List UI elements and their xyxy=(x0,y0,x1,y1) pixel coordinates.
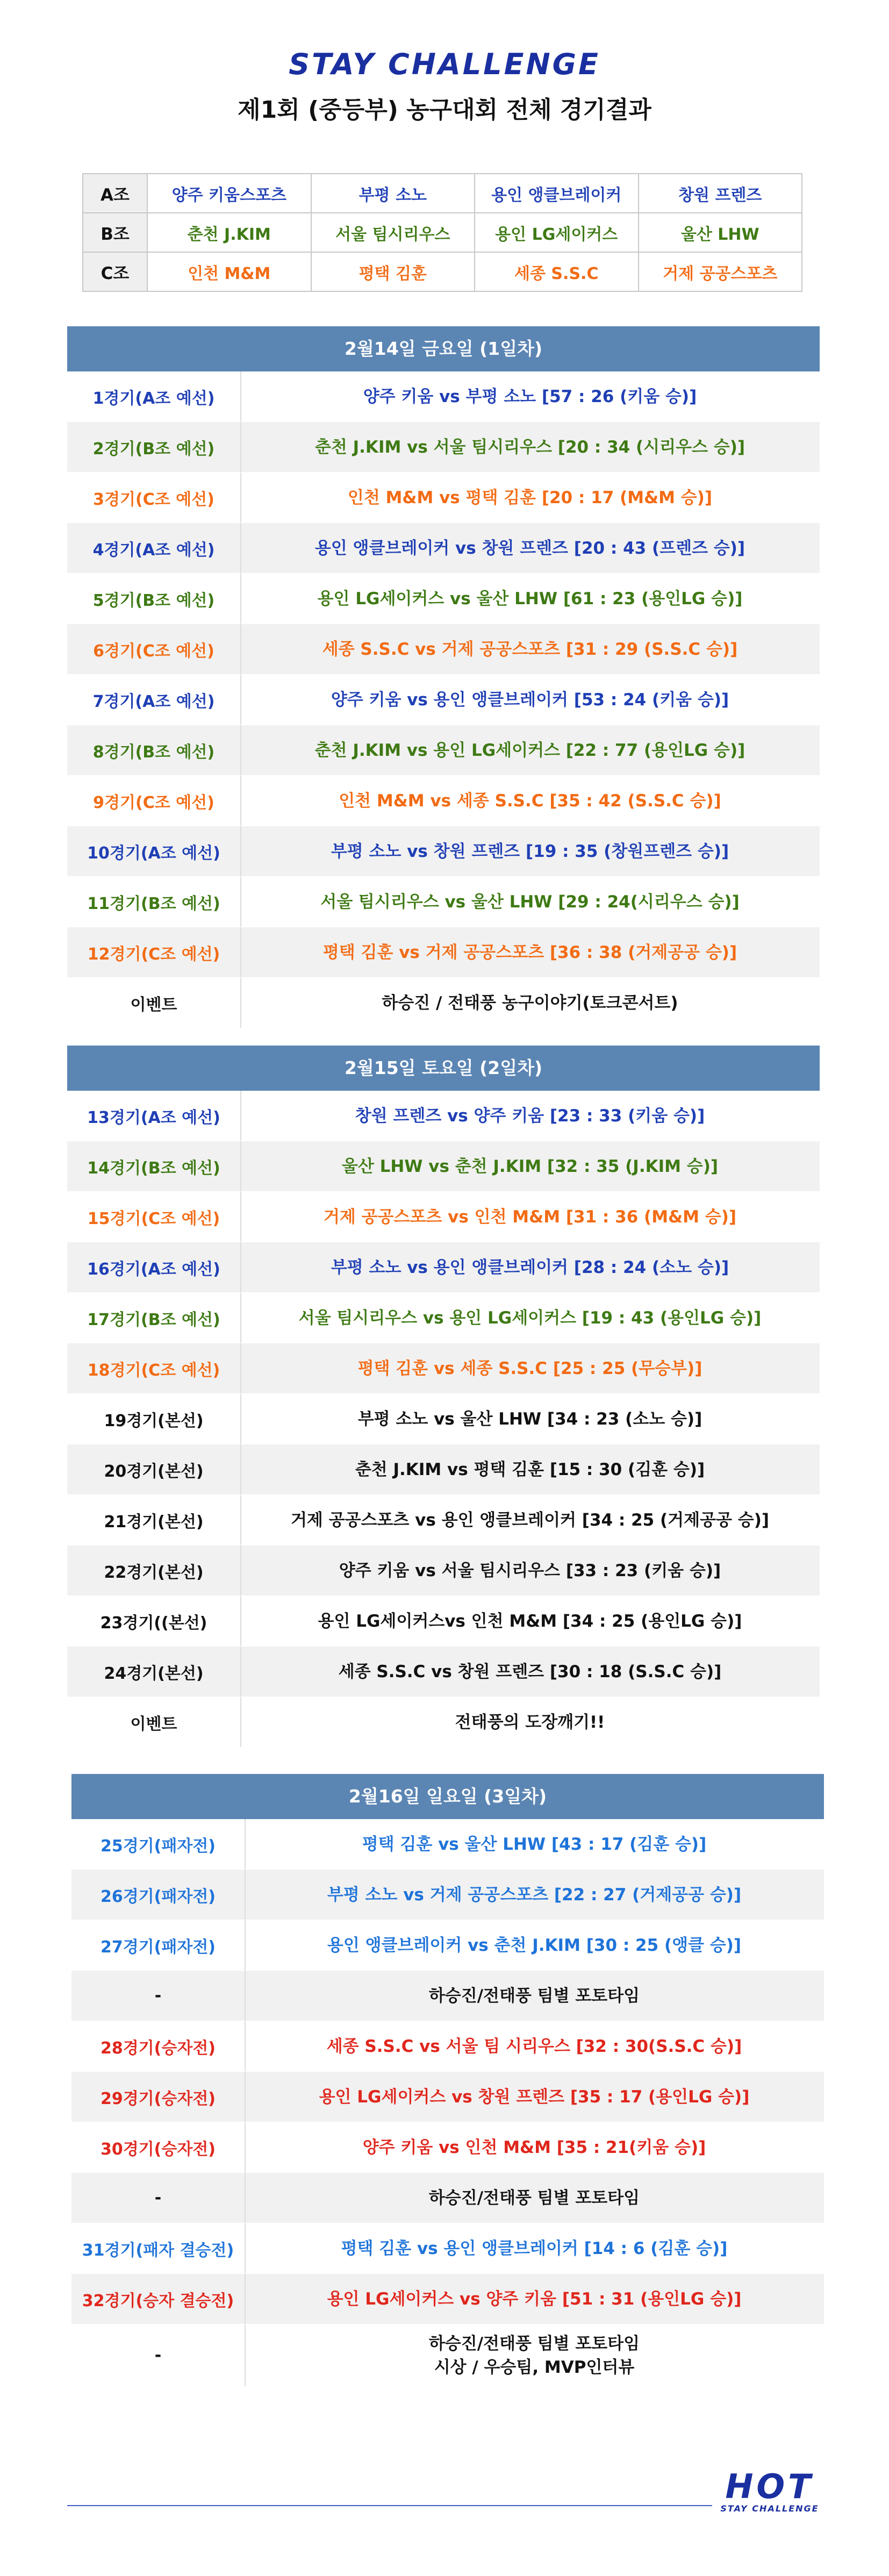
table-row xyxy=(67,1495,820,1545)
game-label: 29경기(승자전) xyxy=(71,2072,246,2122)
game-result-line: 양주 키움 vs 서울 팀시리우스 [33 : 23 (키움 승)] xyxy=(339,1561,721,1580)
footer-logo-main: HOT xyxy=(725,2467,814,2506)
game-result xyxy=(240,574,820,624)
game-result-line: 평택 김훈 vs 울산 LHW [43 : 17 (김훈 승)] xyxy=(362,1834,707,1854)
game-result-line: 거제 공공스포츠 vs 용인 앵클브레이커 [34 : 25 (거제공공 승)] xyxy=(290,1510,770,1530)
table-row xyxy=(71,2122,824,2173)
group-table xyxy=(82,173,802,292)
game-result-line: 용인 LG세이커스vs 인천 M&M [34 : 25 (용인LG 승)] xyxy=(318,1611,742,1631)
table-row xyxy=(71,1819,824,1870)
game-result xyxy=(240,624,820,674)
game-result-line: 양주 키움 vs 부평 소노 [57 : 26 (키움 승)] xyxy=(363,387,697,406)
game-result xyxy=(240,725,820,775)
group-team: 양주 키움스포츠 xyxy=(147,174,311,213)
game-label: 7경기(A조 예선) xyxy=(67,675,241,725)
game-label: - xyxy=(71,1971,246,2021)
game-label: - xyxy=(71,2324,246,2386)
game-label: 6경기(C조 예선) xyxy=(67,624,241,674)
game-label: 11경기(B조 예선) xyxy=(67,877,241,927)
game-result xyxy=(245,1819,824,1869)
table-row xyxy=(67,1141,820,1192)
game-label: 10경기(A조 예선) xyxy=(67,826,241,876)
table-row xyxy=(67,1596,820,1647)
game-result-line: 하승진 / 전태풍 농구이야기(토크콘서트) xyxy=(382,993,678,1013)
game-result-line: 부평 소노 vs 용인 앵클브레이커 [28 : 24 (소노 승)] xyxy=(331,1257,729,1277)
game-label: 4경기(A조 예선) xyxy=(67,523,241,573)
game-label: 21경기(본선) xyxy=(67,1495,241,1545)
day-results xyxy=(67,371,820,1028)
group-row xyxy=(83,252,802,291)
table-row xyxy=(71,1870,824,1920)
game-label: 32경기(승자 결승전) xyxy=(71,2274,246,2324)
group-label: C조 xyxy=(83,252,147,291)
day-results xyxy=(71,1819,824,2387)
game-label: 18경기(C조 예선) xyxy=(67,1343,241,1393)
game-result xyxy=(240,422,820,472)
game-result xyxy=(245,2223,824,2273)
game-result xyxy=(245,2274,824,2324)
game-result xyxy=(240,1293,820,1343)
game-result xyxy=(240,927,820,977)
group-team: 인천 M&M xyxy=(147,252,311,291)
group-team: 용인 LG세이커스 xyxy=(475,213,639,252)
table-row xyxy=(67,1192,820,1242)
game-result-line: 거제 공공스포츠 vs 인천 M&M [31 : 36 (M&M 승)] xyxy=(323,1207,737,1227)
brand-logo: STAY CHALLENGE xyxy=(289,47,600,81)
table-row xyxy=(67,826,820,877)
table-row xyxy=(67,523,820,574)
game-result-line: 세종 S.S.C vs 거제 공공스포츠 [31 : 29 (S.S.C 승)] xyxy=(322,639,738,659)
table-row xyxy=(71,2324,824,2387)
game-result xyxy=(245,2324,824,2386)
game-result xyxy=(245,2173,824,2223)
game-label: 31경기(패자 결승전) xyxy=(71,2223,246,2273)
game-label: 16경기(A조 예선) xyxy=(67,1242,241,1292)
game-label: 8경기(B조 예선) xyxy=(67,725,241,775)
game-label: 19경기(본선) xyxy=(67,1394,241,1444)
game-result xyxy=(245,2021,824,2071)
day-header: 2월15일 토요일 (2일차) xyxy=(67,1046,820,1091)
game-result-line: 세종 S.S.C vs 서울 팀 시리우스 [32 : 30(S.S.C 승)] xyxy=(326,2036,742,2056)
group-label: A조 xyxy=(83,174,147,213)
day-results xyxy=(67,1091,820,1748)
game-result-line: 양주 키움 vs 인천 M&M [35 : 21(키움 승)] xyxy=(362,2137,706,2157)
table-row xyxy=(67,675,820,725)
game-result-line: 서울 팀시리우스 vs 용인 LG세이커스 [19 : 43 (용인LG 승)] xyxy=(298,1308,762,1328)
game-result-line: 시상 / 우승팀, MVP인터뷰 xyxy=(434,2357,635,2377)
game-result-line: 창원 프렌즈 vs 양주 키움 [23 : 33 (키움 승)] xyxy=(355,1106,705,1126)
table-row xyxy=(67,1293,820,1343)
game-label: 이벤트 xyxy=(67,978,241,1028)
table-row xyxy=(67,978,820,1028)
game-result xyxy=(240,978,820,1028)
table-row xyxy=(67,877,820,927)
table-row xyxy=(71,2021,824,2072)
game-result xyxy=(245,1920,824,1970)
table-row xyxy=(71,1920,824,1971)
game-label: 12경기(C조 예선) xyxy=(67,927,241,977)
game-result-line: 서울 팀시리우스 vs 울산 LHW [29 : 24(시리우스 승)] xyxy=(320,892,740,912)
group-row xyxy=(83,213,802,252)
game-result-line: 부평 소노 vs 거제 공공스포츠 [22 : 27 (거제공공 승)] xyxy=(327,1885,742,1905)
game-result-line: 평택 김훈 vs 거제 공공스포츠 [36 : 38 (거제공공 승)] xyxy=(322,942,737,962)
game-result-line: 하승진/전태풍 팀별 포토타임 xyxy=(428,2188,640,2208)
game-label: 3경기(C조 예선) xyxy=(67,473,241,523)
game-result xyxy=(240,1141,820,1191)
table-row xyxy=(67,1444,820,1495)
game-label: 26경기(패자전) xyxy=(71,1870,246,1920)
table-row xyxy=(67,1545,820,1596)
table-row xyxy=(67,574,820,624)
table-row xyxy=(67,1091,820,1141)
game-label: 이벤트 xyxy=(67,1697,241,1747)
game-result-line: 울산 LHW vs 춘천 J.KIM [32 : 35 (J.KIM 승)] xyxy=(341,1156,719,1176)
table-row xyxy=(71,2223,824,2274)
group-row xyxy=(83,174,802,213)
game-result xyxy=(240,1242,820,1292)
table-row xyxy=(67,624,820,675)
table-row xyxy=(67,1697,820,1748)
game-label: 17경기(B조 예선) xyxy=(67,1293,241,1343)
game-result xyxy=(240,1343,820,1393)
group-team: 춘천 J.KIM xyxy=(147,213,311,252)
table-row xyxy=(67,371,820,422)
game-result-line: 인천 M&M vs 평택 김훈 [20 : 17 (M&M 승)] xyxy=(347,488,713,507)
game-result xyxy=(240,1444,820,1494)
table-row xyxy=(71,1971,824,2021)
table-row xyxy=(67,422,820,473)
group-label: B조 xyxy=(83,213,147,252)
game-result-line: 용인 LG세이커스 vs 울산 LHW [61 : 23 (용인LG 승)] xyxy=(317,589,743,609)
footer-divider xyxy=(67,2505,712,2506)
game-label: 23경기((본선) xyxy=(67,1596,241,1646)
table-row xyxy=(67,1394,820,1444)
game-label: 24경기(본선) xyxy=(67,1647,241,1697)
game-result-line: 부평 소노 vs 울산 LHW [34 : 23 (소노 승)] xyxy=(357,1409,702,1429)
game-result-line: 용인 LG세이커스 vs 양주 키움 [51 : 31 (용인LG 승)] xyxy=(327,2289,742,2309)
game-result-line: 용인 앵클브레이커 vs 춘천 J.KIM [30 : 25 (앵클 승)] xyxy=(327,1935,742,1955)
game-label: 27경기(패자전) xyxy=(71,1920,246,1970)
game-result xyxy=(240,826,820,876)
game-result-line: 평택 김훈 vs 용인 앵클브레이커 [14 : 6 (김훈 승)] xyxy=(341,2238,728,2258)
game-result-line: 춘천 J.KIM vs 서울 팀시리우스 [20 : 34 (시리우스 승)] xyxy=(314,437,745,457)
group-team: 부평 소노 xyxy=(311,174,475,213)
table-row xyxy=(67,776,820,826)
footer-logo xyxy=(711,2467,829,2514)
game-label: 2경기(B조 예선) xyxy=(67,422,241,472)
game-result xyxy=(240,523,820,573)
game-label: 14경기(B조 예선) xyxy=(67,1141,241,1191)
game-result xyxy=(240,877,820,927)
game-label: 22경기(본선) xyxy=(67,1545,241,1595)
game-result xyxy=(240,473,820,523)
table-row xyxy=(67,927,820,978)
game-result xyxy=(245,1870,824,1920)
game-result-line: 용인 앵클브레이커 vs 창원 프렌즈 [20 : 43 (프렌즈 승)] xyxy=(314,538,745,558)
game-result xyxy=(240,776,820,826)
group-team: 서울 팀시리우스 xyxy=(311,213,475,252)
game-result xyxy=(240,1596,820,1646)
game-label: 1경기(A조 예선) xyxy=(67,371,241,421)
game-label: 28경기(승자전) xyxy=(71,2021,246,2071)
group-team: 평택 김훈 xyxy=(311,252,475,291)
group-team: 용인 앵클브레이커 xyxy=(475,174,639,213)
game-label: - xyxy=(71,2173,246,2223)
game-result xyxy=(240,1091,820,1141)
table-row xyxy=(67,1343,820,1394)
game-result-line: 전태풍의 도장깨기!! xyxy=(455,1712,605,1732)
game-result xyxy=(240,1192,820,1242)
game-result xyxy=(240,1545,820,1595)
table-row xyxy=(71,2072,824,2122)
game-result xyxy=(245,2072,824,2122)
table-row xyxy=(67,725,820,776)
day-header: 2월14일 금요일 (1일차) xyxy=(67,326,820,371)
game-result xyxy=(240,1697,820,1747)
table-row xyxy=(67,1647,820,1697)
game-label: 30경기(승자전) xyxy=(71,2122,246,2172)
table-row xyxy=(71,2173,824,2223)
game-result xyxy=(245,2122,824,2172)
game-result-line: 용인 LG세이커스 vs 창원 프렌즈 [35 : 17 (용인LG 승)] xyxy=(319,2087,750,2107)
game-result-line: 하승진/전태풍 팀별 포토타임 xyxy=(428,2334,640,2353)
game-result-line: 하승진/전태풍 팀별 포토타임 xyxy=(428,1986,640,2006)
game-label: 15경기(C조 예선) xyxy=(67,1192,241,1242)
game-result xyxy=(240,675,820,725)
game-result xyxy=(240,1394,820,1444)
game-label: 9경기(C조 예선) xyxy=(67,776,241,826)
game-label: 20경기(본선) xyxy=(67,1444,241,1494)
game-result-line: 평택 김훈 vs 세종 S.S.C [25 : 25 (무승부)] xyxy=(357,1358,702,1378)
game-label: 5경기(B조 예선) xyxy=(67,574,241,624)
game-label: 25경기(패자전) xyxy=(71,1819,246,1869)
page-title: 제1회 (중등부) 농구대회 전체 경기결과 xyxy=(238,96,651,124)
table-row xyxy=(67,1242,820,1293)
day-header: 2월16일 일요일 (3일차) xyxy=(71,1774,824,1819)
group-team: 창원 프렌즈 xyxy=(639,174,802,213)
game-result-line: 세종 S.S.C vs 창원 프렌즈 [30 : 18 (S.S.C 승)] xyxy=(338,1662,722,1681)
game-result-line: 춘천 J.KIM vs 용인 LG세이커스 [22 : 77 (용인LG 승)] xyxy=(314,740,745,760)
group-team: 거제 공공스포츠 xyxy=(639,252,802,291)
game-result-line: 부평 소노 vs 창원 프렌즈 [19 : 35 (창원프렌즈 승)] xyxy=(331,841,729,861)
table-row xyxy=(71,2274,824,2324)
table-row xyxy=(67,473,820,523)
footer-logo-sub: STAY CHALLENGE xyxy=(720,2503,819,2514)
game-result-line: 인천 M&M vs 세종 S.S.C [35 : 42 (S.S.C 승)] xyxy=(339,791,721,811)
game-result xyxy=(240,1647,820,1697)
game-result xyxy=(240,1495,820,1545)
group-team: 울산 LHW xyxy=(639,213,802,252)
game-result-line: 양주 키움 vs 용인 앵클브레이커 [53 : 24 (키움 승)] xyxy=(331,690,729,710)
game-label: 13경기(A조 예선) xyxy=(67,1091,241,1141)
group-team: 세종 S.S.C xyxy=(475,252,639,291)
game-result xyxy=(240,371,820,421)
game-result xyxy=(245,1971,824,2021)
game-result-line: 춘천 J.KIM vs 평택 김훈 [15 : 30 (김훈 승)] xyxy=(355,1459,705,1479)
